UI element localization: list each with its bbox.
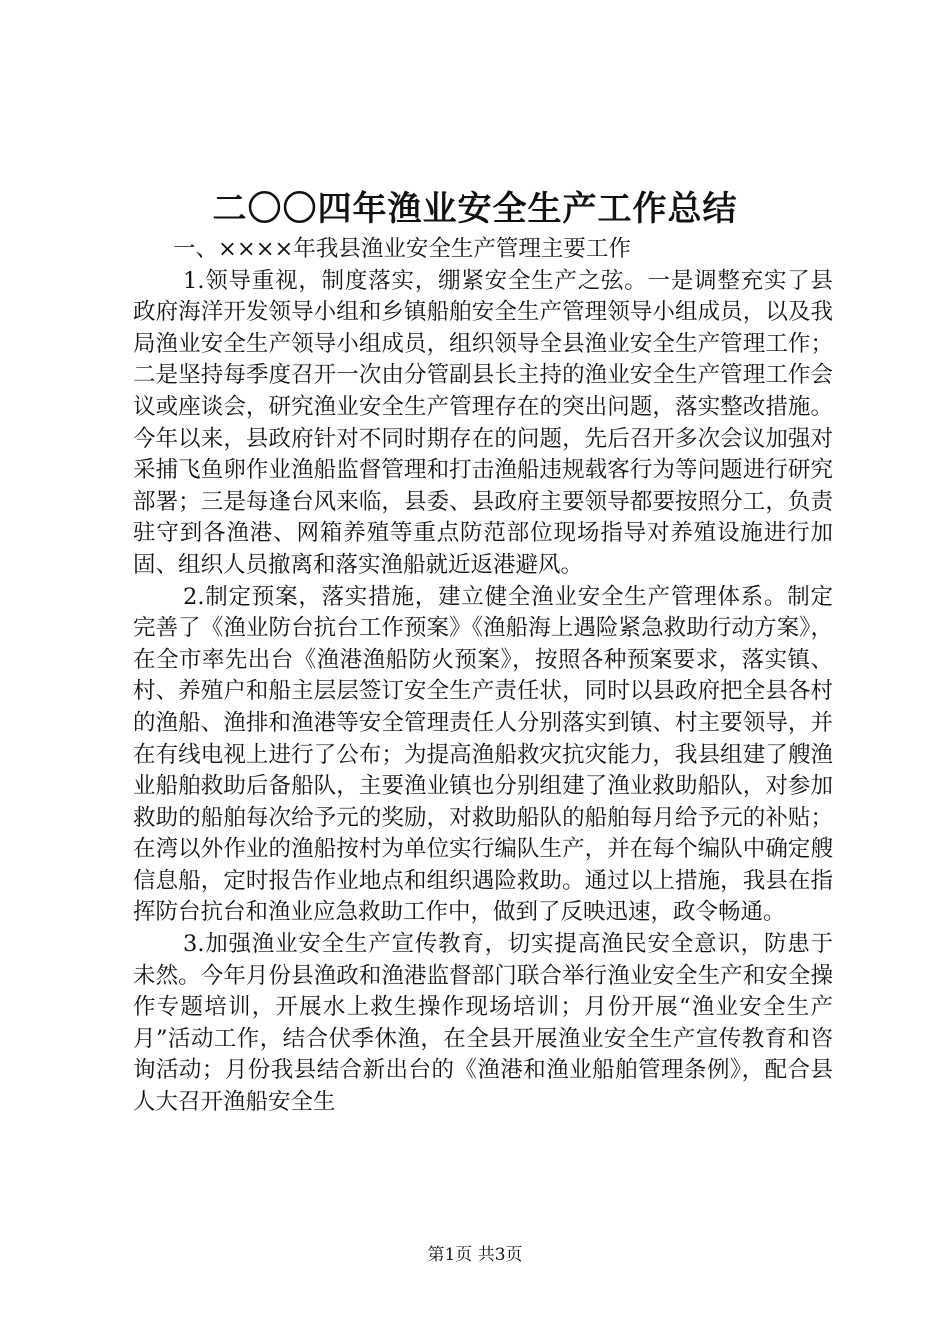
paragraph-3: 3.加强渔业安全生产宣传教育，切实提高渔民安全意识，防患于未然。今年月份县渔政和渔港监督部门联合举行渔业安全生产和安全操作专题培训，开展水上救生操作现场培训；月份开展“渔业安全生产月”活动工作，结合伏季休渔，在全县开展渔业安全生产宣传教育和咨询活动；月份我县结合新出台的《渔港和渔业船舶管理条例》，配合县人大召开渔船安全生 [133,931,833,1116]
section-heading: 一、××××年我县渔业安全生产管理主要工作 [173,236,631,262]
paragraph-2: 2.制定预案，落实措施，建立健全渔业安全生产管理体系。制定完善了《渔业防台抗台工作预案》《渔船海上遇险紧急救助行动方案》，在全市率先出台《渔港渔船防火预案》，按照各种预案要求，落实镇、村、养殖户和船主层层签订安全生产责任状，同时以县政府把全县各村的渔船、渔排和渔港等安全管理责任人分别落实到镇、村主要领导，并在有线电视上进行了公布；为提高渔船救灾抗灾能力，我县组建了艘渔业船舶救助后备船队，主要渔业镇也分别组建了渔业救助船队，对参加救助的船舶每次给予元的奖励，对救助船队的船舶每月给予元的补贴；在湾以外作业的渔船按村为单位实行编队生产，并在每个编队中确定艘信息船，定时报告作业地点和组织遇险救助。通过以上措施，我县在指挥防台抗台和渔业应急救助工作中，做到了反映迅速，政令畅通。 [133,583,833,926]
paragraph-1: 1.领导重视，制度落实，绷紧安全生产之弦。一是调整充实了县政府海洋开发领导小组和乡镇船舶安全生产管理领导小组成员，以及我局渔业安全生产领导小组成员，组织领导全县渔业安全生产管理工作；二是坚持每季度召开一次由分管副县长主持的渔业安全生产管理工作会议或座谈会，研究渔业安全生产管理存在的突出问题，落实整改措施。今年以来，县政府针对不同时期存在的问题，先后召开多次会议加强对采捕飞鱼卵作业渔船监督管理和打击渔船违规载客行为等问题进行研究部署；三是每逢台风来临，县委、县政府主要领导都要按照分工，负责驻守到各渔港、网箱养殖等重点防范部位现场指导对养殖设施进行加固、组织人员撤离和落实渔船就近返港避风。 [133,267,833,578]
page-footer: 第1页 共3页 [427,1245,523,1265]
document-title: 二〇〇四年渔业安全生产工作总结 [212,189,738,229]
document-body [133,234,833,1119]
